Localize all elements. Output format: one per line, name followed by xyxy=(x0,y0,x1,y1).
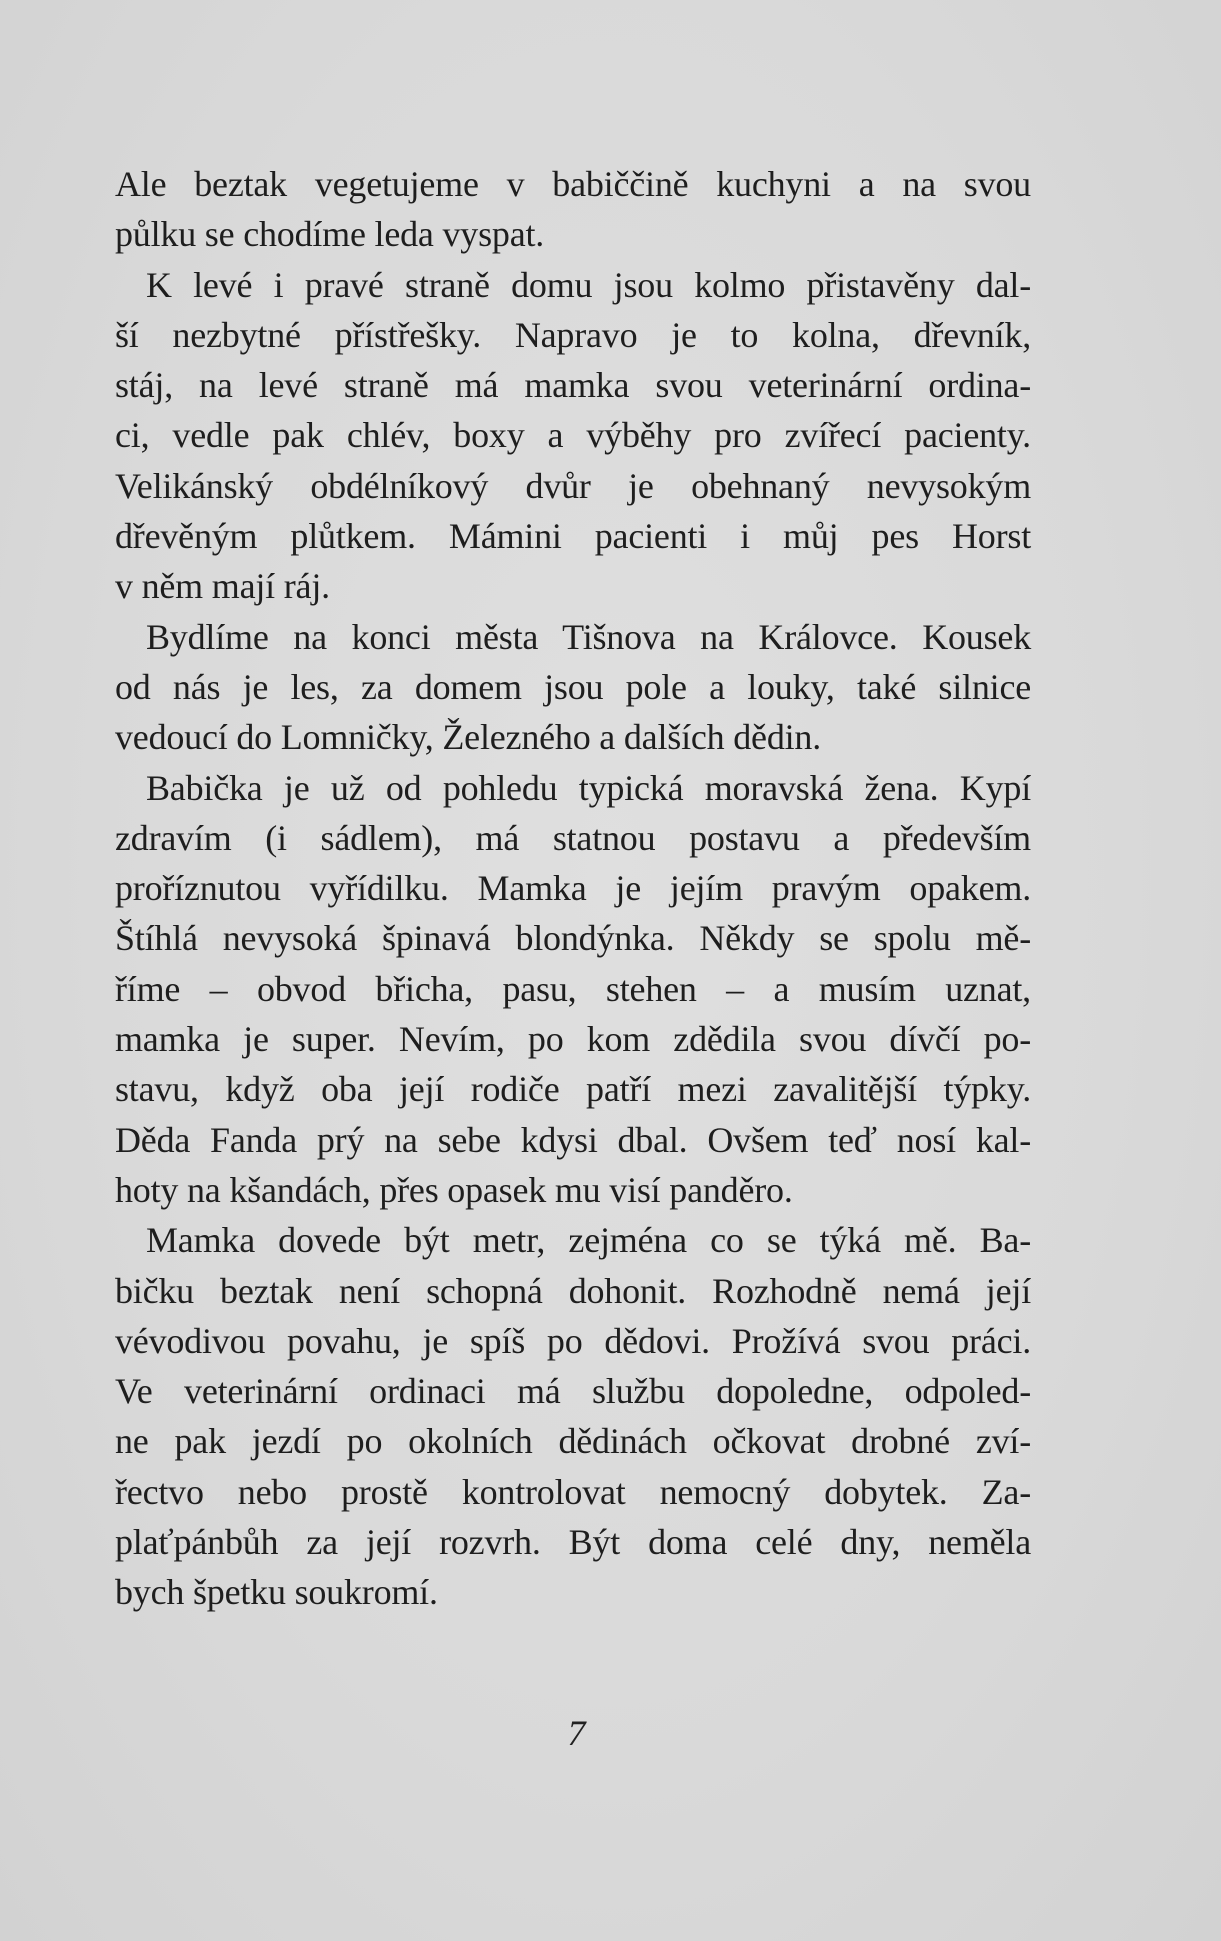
text-line: stavu, když oba její rodiče patří mezi zavalitější týpky. xyxy=(115,1069,1031,1110)
text-line: ne pak jezdí po okolních dědinách očkovat drobné zví- xyxy=(115,1421,1031,1462)
text-line: od nás je les, za domem jsou pole a louky, také silnice xyxy=(115,666,1031,707)
text-line: Ale beztak vegetujeme v babiččině kuchyni a na svou xyxy=(115,164,1031,204)
text-line: hoty na kšandách, přes opasek mu visí panděro. xyxy=(115,1169,793,1210)
text-line: mamka je super. Nevím, po kom zdědila svou dívčí po- xyxy=(115,1019,1031,1060)
text-line: řectvo nebo prostě kontrolovat nemocný dobytek. Za- xyxy=(115,1471,1031,1512)
text-line: ci, vedle pak chlév, boxy a výběhy pro zvířecí pacienty. xyxy=(115,415,1031,456)
text-line: stáj, na levé straně má mamka svou veterinární ordina- xyxy=(115,365,1031,406)
text-line: vedoucí do Lomničky, Železného a dalších dědin. xyxy=(115,717,822,758)
page-number: 7 xyxy=(567,1713,586,1753)
text-line: vévodivou povahu, je spíš po dědovi. Prožívá svou práci. xyxy=(115,1320,1031,1361)
text-line: zdravím (i sádlem), má statnou postavu a především xyxy=(115,817,1031,858)
text-line: Velikánský obdélníkový dvůr je obehnaný nevysokým xyxy=(115,465,1031,506)
text-line: dřevěným plůtkem. Mámini pacienti i můj pes Horst xyxy=(115,516,1031,557)
text-line: bych špetku soukromí. xyxy=(115,1572,438,1613)
text-line: ší nezbytné přístřešky. Napravo je to kolna, dřevník, xyxy=(115,314,1031,355)
text-line: půlku se chodíme leda vyspat. xyxy=(115,214,545,255)
text-line: K levé i pravé straně domu jsou kolmo přistavěny dal- xyxy=(146,264,1031,305)
body-text xyxy=(115,159,1031,1618)
text-line: v něm mají ráj. xyxy=(115,566,330,607)
text-line: Bydlíme na konci města Tišnova na Královce. Kousek xyxy=(146,616,1031,657)
text-line: proříznutou vyřídilku. Mamka je jejím pravým opakem. xyxy=(115,868,1031,909)
text-line: Štíhlá nevysoká špinavá blondýnka. Někdy se spolu mě- xyxy=(115,918,1031,959)
text-line: bičku beztak není schopná dohonit. Rozhodně nemá její xyxy=(115,1270,1031,1311)
text-line: plaťpánbůh za její rozvrh. Být doma celé dny, neměla xyxy=(115,1522,1031,1563)
text-line: Mamka dovede být metr, zejména co se týká mě. Ba- xyxy=(146,1220,1031,1261)
text-line: Babička je už od pohledu typická moravská žena. Kypí xyxy=(146,767,1031,808)
text-line: Děda Fanda prý na sebe kdysi dbal. Ovšem teď nosí kal- xyxy=(115,1119,1031,1160)
text-line: Ve veterinární ordinaci má službu dopoledne, odpoled- xyxy=(115,1371,1031,1412)
text-line: říme – obvod břicha, pasu, stehen – a musím uznat, xyxy=(115,968,1031,1009)
